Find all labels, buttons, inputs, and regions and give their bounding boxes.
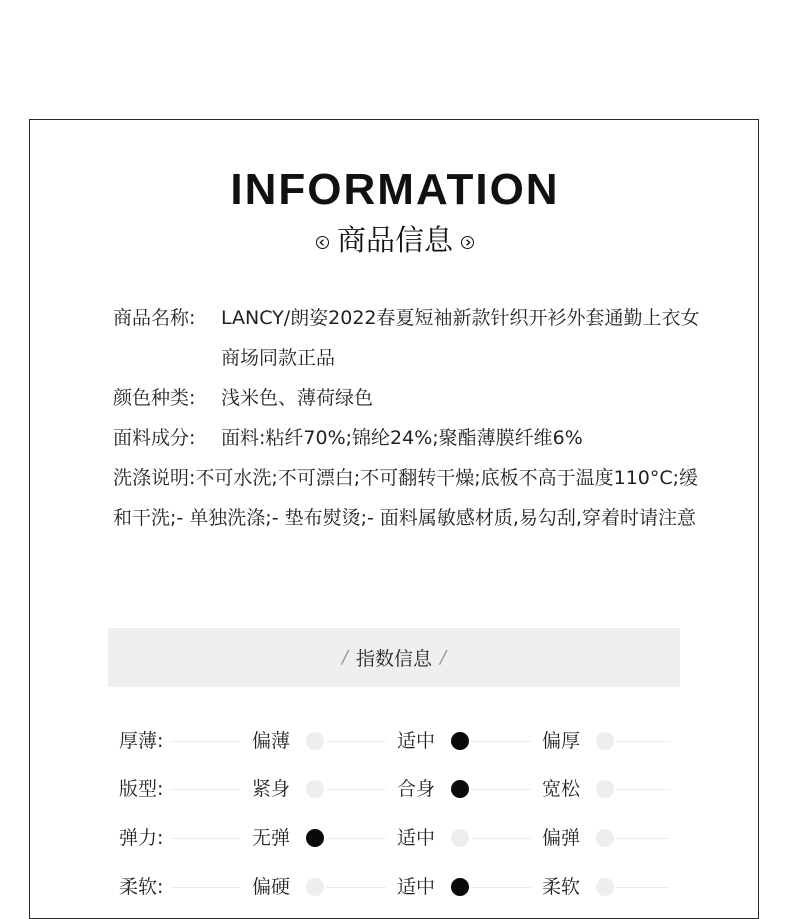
unselected-dot-icon	[596, 780, 614, 798]
scale-option-label: 柔软	[542, 876, 581, 898]
scale-line	[471, 741, 531, 742]
scale-label: 柔软:	[119, 876, 164, 898]
product-name-label: 商品名称:	[113, 307, 196, 329]
product-info	[113, 298, 713, 538]
chevron-left-circle-icon	[316, 236, 329, 249]
fabric-label: 面料成分:	[113, 427, 196, 449]
unselected-dot-icon	[596, 878, 614, 896]
selected-dot-icon	[306, 829, 324, 847]
scale-option-label: 偏薄	[252, 730, 291, 752]
scale-row	[0, 872, 790, 902]
color-row	[113, 378, 713, 418]
scale-line	[616, 838, 670, 839]
scale-line	[170, 741, 240, 742]
unselected-dot-icon	[306, 732, 324, 750]
wash-row	[113, 458, 713, 538]
scale-option-label: 紧身	[252, 778, 291, 800]
slash-right: /	[440, 647, 447, 668]
page-title-cn: 商品信息	[336, 223, 453, 257]
color-label: 颜色种类:	[113, 387, 196, 409]
scale-row	[0, 774, 790, 804]
color-value: 浅米色、薄荷绿色	[221, 387, 374, 409]
unselected-dot-icon	[451, 829, 469, 847]
selected-dot-icon	[451, 780, 469, 798]
scale-option-label: 适中	[397, 730, 436, 752]
wash-value: 不可水洗;不可漂白;不可翻转干燥;底板不高于温度110°C;缓和干洗;- 单独洗涤;- 垫布熨烫;- 面料属敏感材质,易勾刮,穿着时请注意	[113, 467, 699, 529]
slash-left: /	[341, 647, 348, 668]
scale-line	[326, 789, 386, 790]
scale-line	[170, 838, 240, 839]
wash-label: 洗涤说明:	[113, 467, 196, 489]
scale-option-label: 偏硬	[252, 876, 291, 898]
unselected-dot-icon	[596, 829, 614, 847]
scale-line	[170, 789, 240, 790]
unselected-dot-icon	[596, 732, 614, 750]
scale-row	[0, 726, 790, 756]
scale-option-label: 宽松	[542, 778, 581, 800]
product-name-value: LANCY/朗姿2022春夏短袖新款针织开衫外套通勤上衣女商场同款正品	[221, 307, 700, 369]
scale-option-label: 偏弹	[542, 827, 581, 849]
product-name-row	[113, 298, 713, 378]
scale-option-label: 偏厚	[542, 730, 581, 752]
scale-row	[0, 823, 790, 853]
scale-line	[616, 741, 670, 742]
fabric-row	[113, 418, 713, 458]
scale-option-label: 无弹	[252, 827, 291, 849]
scale-option-label: 合身	[397, 778, 436, 800]
scale-line	[471, 838, 531, 839]
unselected-dot-icon	[306, 780, 324, 798]
scale-label: 厚薄:	[119, 730, 164, 752]
scale-option-label: 适中	[397, 876, 436, 898]
index-section-header	[108, 628, 680, 687]
scale-line	[326, 741, 386, 742]
selected-dot-icon	[451, 878, 469, 896]
selected-dot-icon	[451, 732, 469, 750]
scale-line	[616, 789, 670, 790]
scale-line	[326, 838, 386, 839]
scale-label: 弹力:	[119, 827, 164, 849]
fabric-value: 面料:粘纤70%;锦纶24%;聚酯薄膜纤维6%	[221, 427, 583, 449]
scale-line	[170, 887, 240, 888]
scale-line	[616, 887, 670, 888]
page-title-en: INFORMATION	[230, 165, 560, 214]
index-section-title: 指数信息	[355, 648, 432, 670]
title-cn-row	[0, 221, 790, 259]
unselected-dot-icon	[306, 878, 324, 896]
scale-line	[471, 887, 531, 888]
scale-line	[326, 887, 386, 888]
chevron-right-circle-icon	[461, 236, 474, 249]
scale-option-label: 适中	[397, 827, 436, 849]
scale-line	[471, 789, 531, 790]
scale-label: 版型:	[119, 778, 164, 800]
